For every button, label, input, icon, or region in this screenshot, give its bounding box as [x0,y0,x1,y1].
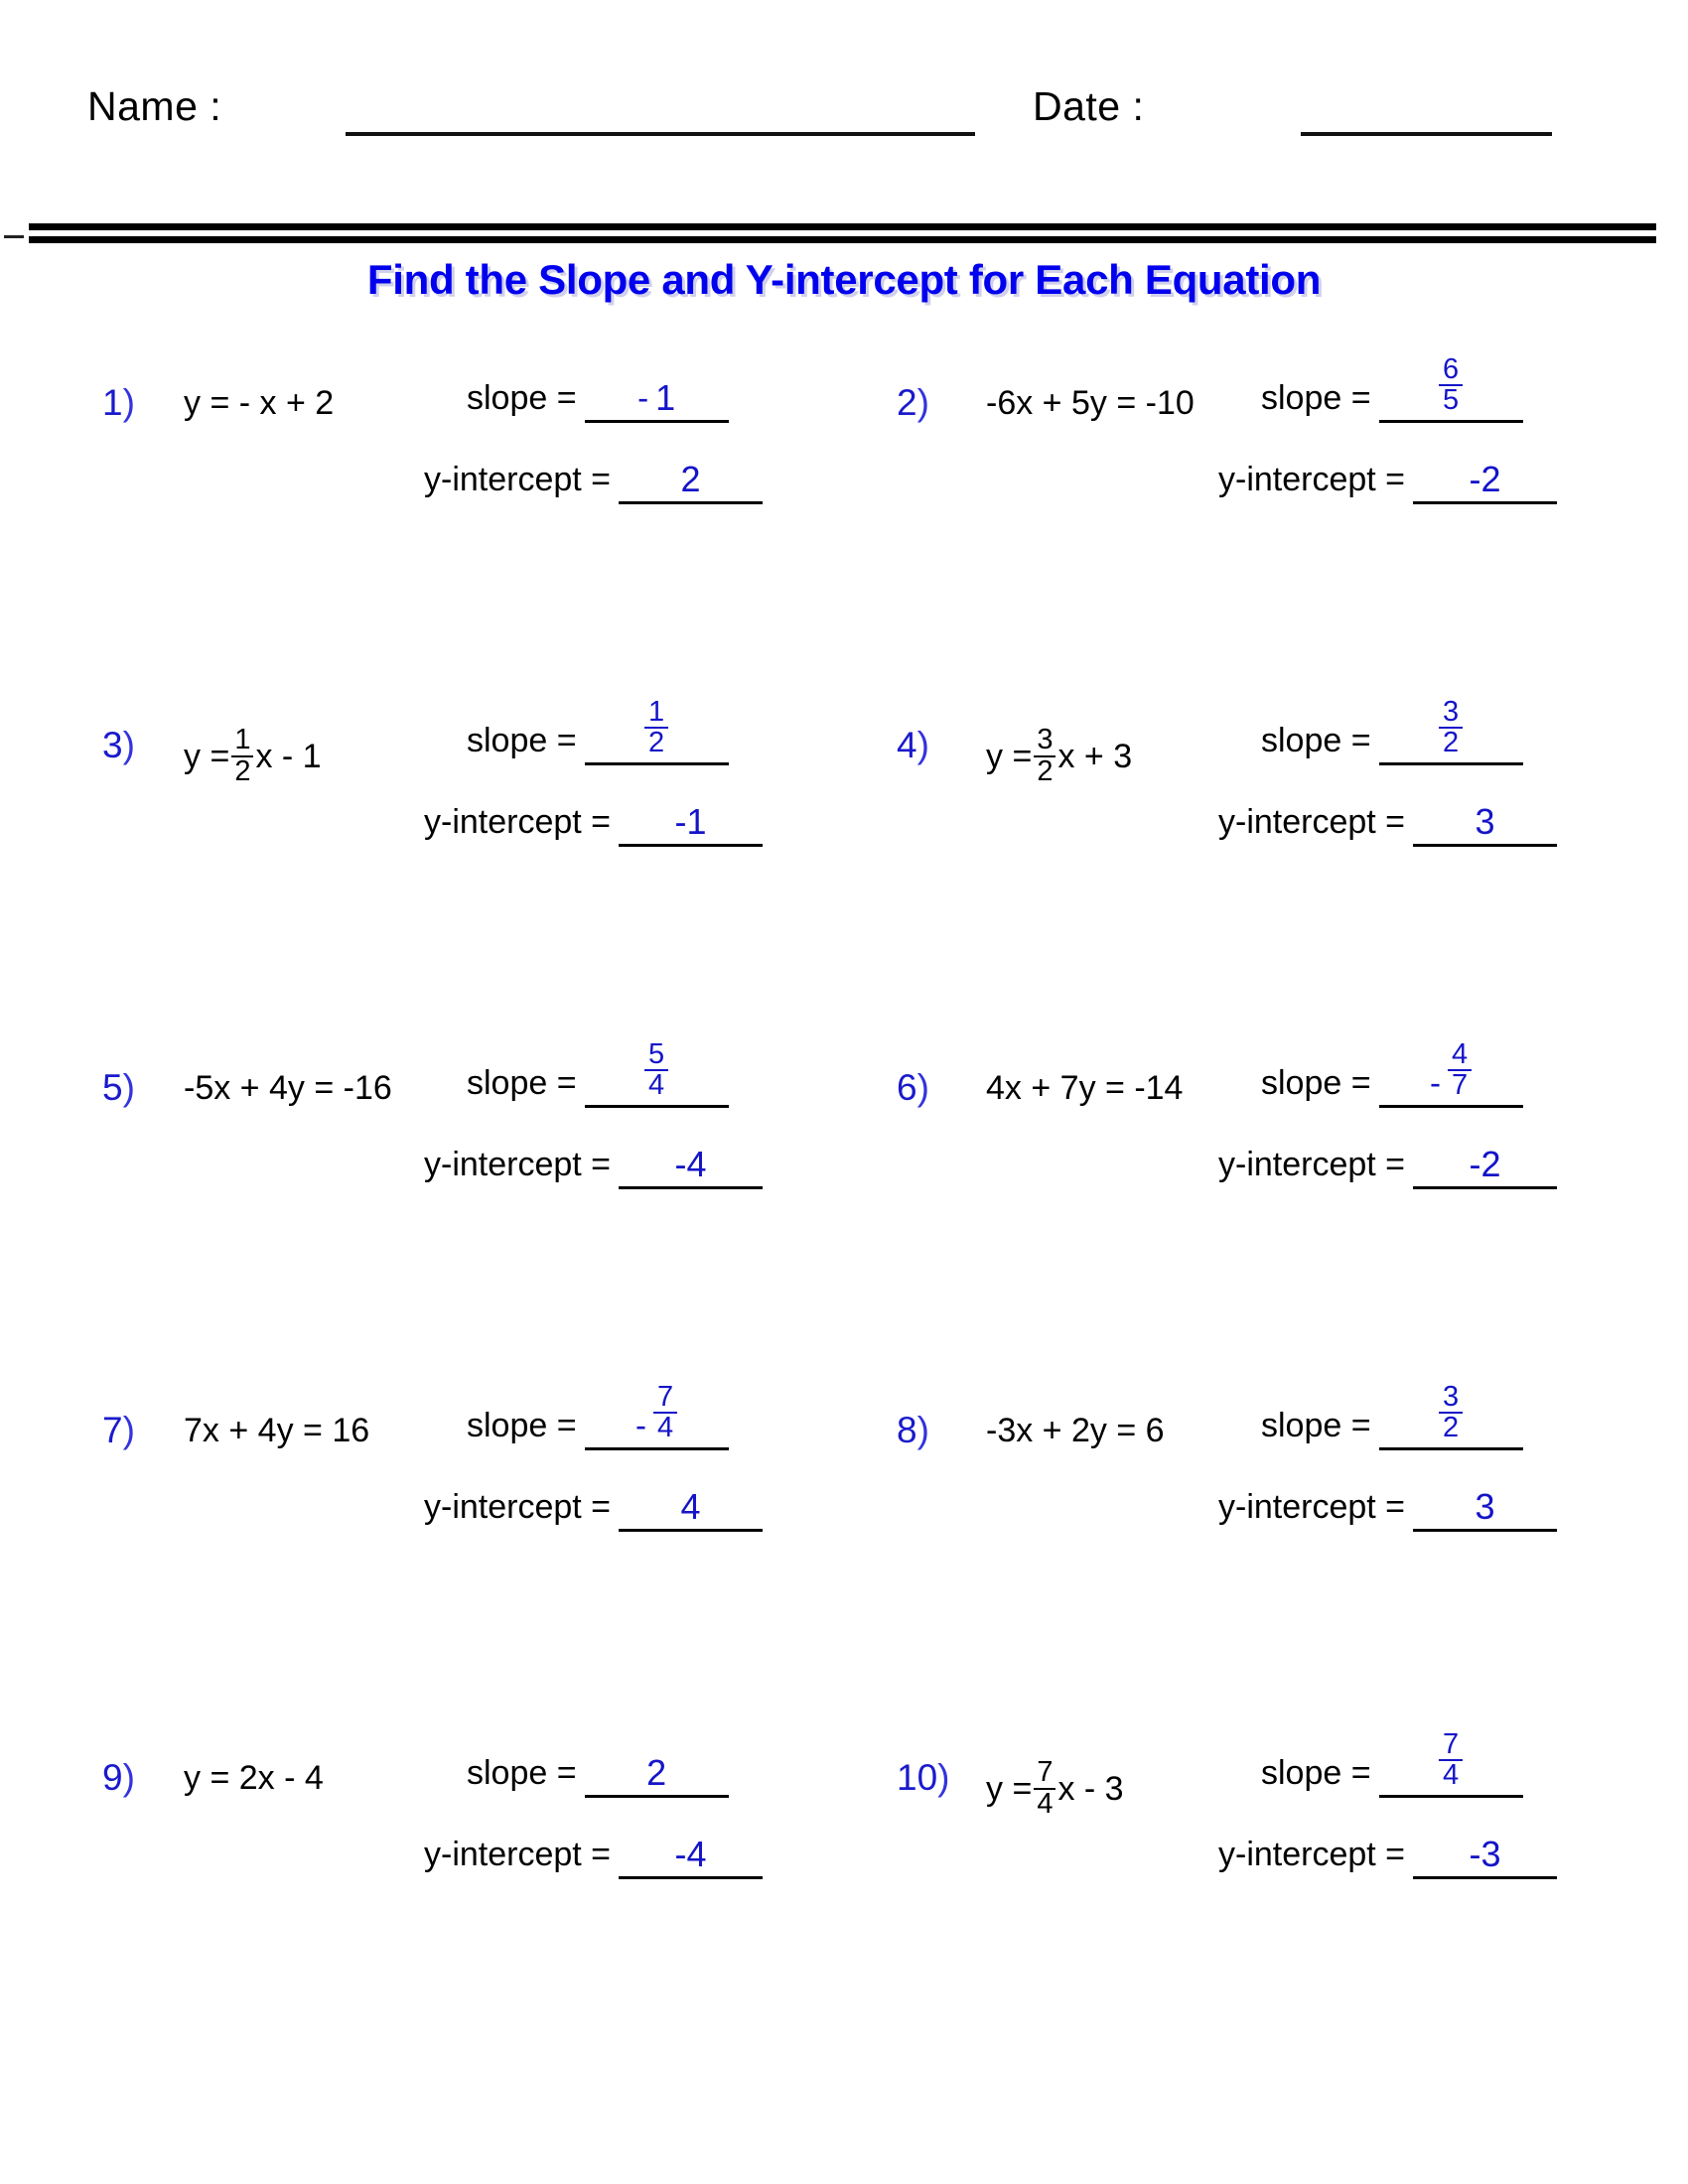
y-intercept-answer [619,1144,763,1184]
answer-value: -4 [674,1144,707,1184]
fraction-denominator: 7 [1448,1069,1472,1101]
date-label: Date : [1033,83,1145,129]
problem-number [102,725,135,766]
fraction [1439,1380,1463,1444]
fraction [644,695,668,759]
slope-blank[interactable] [585,695,729,765]
problem-number-paren: ) [122,1757,135,1798]
y-intercept-blank[interactable] [619,1144,763,1189]
y-intercept-blank[interactable] [619,1486,763,1532]
answer-value: 2 [680,459,701,499]
problem-equation [184,1069,392,1108]
fraction [644,1037,668,1102]
equation-left: 7x + 4y = 16 [184,1412,370,1449]
slope-answer-row [1261,1727,1523,1798]
slope-label: slope = [467,1407,577,1444]
fraction-numerator: 6 [1443,352,1460,385]
y-intercept-answer-row [424,1144,763,1189]
problem-number-value: 3 [102,725,123,765]
fraction-denominator: 2 [231,755,253,787]
problem-number [897,1410,929,1451]
y-intercept-blank[interactable] [1413,1834,1557,1879]
y-intercept-answer [1413,801,1557,842]
problem-number-paren: ) [122,382,135,423]
slope-blank[interactable] [1379,1037,1523,1108]
problem-number-paren: ) [916,1067,929,1108]
problem-equation [986,384,1195,423]
answer-value: 3 [1475,1486,1495,1527]
fraction-numerator: 5 [648,1037,665,1070]
slope-label: slope = [1261,1754,1371,1792]
slope-label: slope = [1261,1407,1371,1444]
problem-equation [184,384,334,423]
fraction-numerator: 1 [648,695,665,728]
slope-answer-row [1261,1037,1523,1108]
problem-number-paren: ) [122,1067,135,1108]
fraction-denominator: 4 [653,1412,677,1443]
problem-8 [869,1380,1688,1707]
fraction [653,1380,677,1444]
problem-number-value: 10 [897,1757,938,1798]
problem-number [897,1757,949,1799]
y-intercept-answer [619,1486,763,1527]
y-intercept-answer [1413,459,1557,499]
y-intercept-label: y-intercept = [424,1488,612,1526]
slope-blank[interactable] [1379,1380,1523,1450]
slope-answer-row [1261,695,1523,765]
slope-blank[interactable] [585,1752,729,1798]
problem-number-value: 1 [102,382,123,423]
slope-answer [585,1752,729,1793]
page-title: Find the Slope and Y-intercept for Each Equation [366,256,1322,303]
equation-right: x - 3 [1057,1770,1124,1809]
slope-blank[interactable] [1379,352,1523,423]
problem-number-value: 7 [102,1410,123,1450]
equation-left: -6x + 5y = -10 [986,384,1195,422]
y-intercept-label: y-intercept = [1218,1146,1406,1183]
y-intercept-blank[interactable] [619,459,763,504]
problem-10 [869,1727,1688,2055]
slope-answer [1379,1380,1523,1444]
problem-number-paren: ) [122,725,135,765]
equation-left: y = 2x - 4 [184,1759,324,1797]
problem-number [897,382,929,424]
answer-value: 1 [655,377,676,418]
problem-number [102,1757,135,1799]
fraction [1439,352,1463,417]
y-intercept-answer-row [1218,459,1557,504]
problem-6 [869,1037,1688,1365]
y-intercept-label: y-intercept = [424,1146,612,1183]
equation-left: -3x + 2y = 6 [986,1412,1165,1449]
fraction-numerator: 7 [1443,1727,1460,1760]
answer-value: 3 [1475,801,1495,842]
fraction [1439,695,1463,759]
problem-3 [74,695,899,1023]
answer-sign: - [635,1407,647,1443]
problem-number-paren: ) [916,725,929,765]
answer-value: -4 [674,1834,707,1874]
slope-answer-row [1261,1380,1523,1450]
y-intercept-answer-row [1218,1486,1557,1532]
fraction-denominator: 4 [1439,1759,1463,1791]
answer-value: -2 [1469,459,1501,499]
answer-value: -3 [1469,1834,1501,1874]
y-intercept-blank[interactable] [619,1834,763,1879]
slope-blank[interactable] [585,1380,729,1450]
problem-number-paren: ) [916,1410,929,1450]
y-intercept-answer [619,801,763,842]
y-intercept-label: y-intercept = [1218,1488,1406,1526]
y-intercept-answer-row [424,459,763,504]
problem-equation [986,724,1133,787]
y-intercept-label: y-intercept = [424,803,612,841]
answer-value: 4 [680,1486,701,1527]
answer-value: -1 [674,801,707,842]
slope-answer [1379,695,1523,759]
y-intercept-blank[interactable] [1413,459,1557,504]
problem-7 [74,1380,899,1707]
y-intercept-answer-row [1218,801,1557,847]
y-intercept-label: y-intercept = [424,461,612,498]
problem-5 [74,1037,899,1365]
problem-number-value: 9 [102,1757,123,1798]
y-intercept-answer-row [1218,1144,1557,1189]
fraction-numerator: 3 [1443,695,1460,728]
problem-number-paren: ) [916,382,929,423]
equation-left: -5x + 4y = -16 [184,1069,392,1107]
y-intercept-blank[interactable] [1413,801,1557,847]
problem-equation [184,724,322,787]
y-intercept-answer-row [424,1834,763,1879]
fraction-numerator: 7 [1037,1756,1054,1788]
slope-label: slope = [467,379,577,417]
fraction-denominator: 2 [1439,1412,1463,1443]
slope-answer-row [1261,352,1523,423]
slope-answer [1379,352,1523,417]
y-intercept-answer-row [424,801,763,847]
equation-left: y = [986,738,1033,776]
problem-number [897,1067,929,1109]
slope-answer [585,1380,729,1444]
slope-label: slope = [467,1064,577,1102]
slope-label: slope = [1261,722,1371,759]
fraction [1448,1037,1472,1102]
fraction-denominator: 2 [1439,727,1463,758]
y-intercept-label: y-intercept = [1218,1836,1406,1873]
slope-answer [1379,1727,1523,1792]
slope-answer [585,695,729,759]
problem-number-paren: ) [122,1410,135,1450]
problem-number-value: 6 [897,1067,917,1108]
fraction-numerator: 4 [1452,1037,1469,1070]
problem-number-value: 5 [102,1067,123,1108]
y-intercept-answer [619,1834,763,1874]
fraction-numerator: 3 [1443,1380,1460,1413]
equation-right: x + 3 [1057,738,1133,776]
problem-number [102,1067,135,1109]
problem-equation [184,1412,369,1450]
y-intercept-label: y-intercept = [1218,803,1406,841]
problem-equation [184,1759,324,1798]
problem-number-paren: ) [937,1757,950,1798]
answer-value: -2 [1469,1144,1501,1184]
slope-answer [585,1037,729,1102]
slope-answer-row [467,1380,729,1450]
answer-sign: - [1430,1064,1442,1101]
problem-equation [986,1412,1165,1450]
fraction-numerator: 3 [1037,724,1054,755]
problem-equation [986,1069,1183,1108]
y-intercept-label: y-intercept = [424,1836,612,1873]
slope-blank[interactable] [585,377,729,423]
fraction [1034,726,1055,786]
slope-label: slope = [1261,379,1371,417]
slope-label: slope = [467,1754,577,1792]
y-intercept-answer [1413,1834,1557,1874]
problem-number-value: 2 [897,382,917,423]
equation-left: y = [184,738,230,776]
fraction-numerator: 7 [657,1380,674,1413]
equation-left: 4x + 7y = -14 [986,1069,1184,1107]
slope-answer [1379,1037,1523,1102]
problem-9 [74,1727,899,2055]
y-intercept-answer [619,459,763,499]
slope-blank[interactable] [1379,1727,1523,1798]
problem-number-value: 8 [897,1410,917,1450]
slope-answer-row [467,1037,729,1108]
fraction [1439,1727,1463,1792]
problem-number [102,1410,135,1451]
slope-answer-row [467,1752,729,1798]
problem-equation [986,1756,1124,1820]
fraction-denominator: 2 [1034,755,1055,787]
name-label: Name : [87,83,222,129]
fraction-denominator: 5 [1439,384,1463,416]
y-intercept-answer [1413,1486,1557,1527]
y-intercept-answer [1413,1144,1557,1184]
slope-answer-row [467,377,729,423]
equation-right: x - 1 [255,738,322,776]
equation-left: y = [986,1770,1033,1809]
slope-answer-row [467,695,729,765]
y-intercept-blank[interactable] [1413,1486,1557,1532]
problem-number [897,725,929,766]
equation-left: y = - x + 2 [184,384,335,422]
slope-label: slope = [1261,1064,1371,1102]
slope-blank[interactable] [585,1037,729,1108]
answer-sign: - [637,379,649,416]
y-intercept-label: y-intercept = [1218,461,1406,498]
y-intercept-answer-row [1218,1834,1557,1879]
slope-blank[interactable] [1379,695,1523,765]
fraction [231,726,253,786]
problem-2 [869,352,1688,680]
fraction [1034,1758,1055,1819]
problem-number [102,382,135,424]
y-intercept-blank[interactable] [1413,1144,1557,1189]
fraction-denominator: 4 [1034,1788,1055,1820]
fraction-denominator: 2 [644,727,668,758]
slope-answer [585,377,729,418]
answer-value: 2 [646,1752,667,1793]
problem-number-value: 4 [897,725,917,765]
fraction-numerator: 1 [234,724,251,755]
slope-label: slope = [467,722,577,759]
problem-4 [869,695,1688,1023]
problem-1 [74,352,899,680]
y-intercept-blank[interactable] [619,801,763,847]
y-intercept-answer-row [424,1486,763,1532]
fraction-denominator: 4 [644,1069,668,1101]
